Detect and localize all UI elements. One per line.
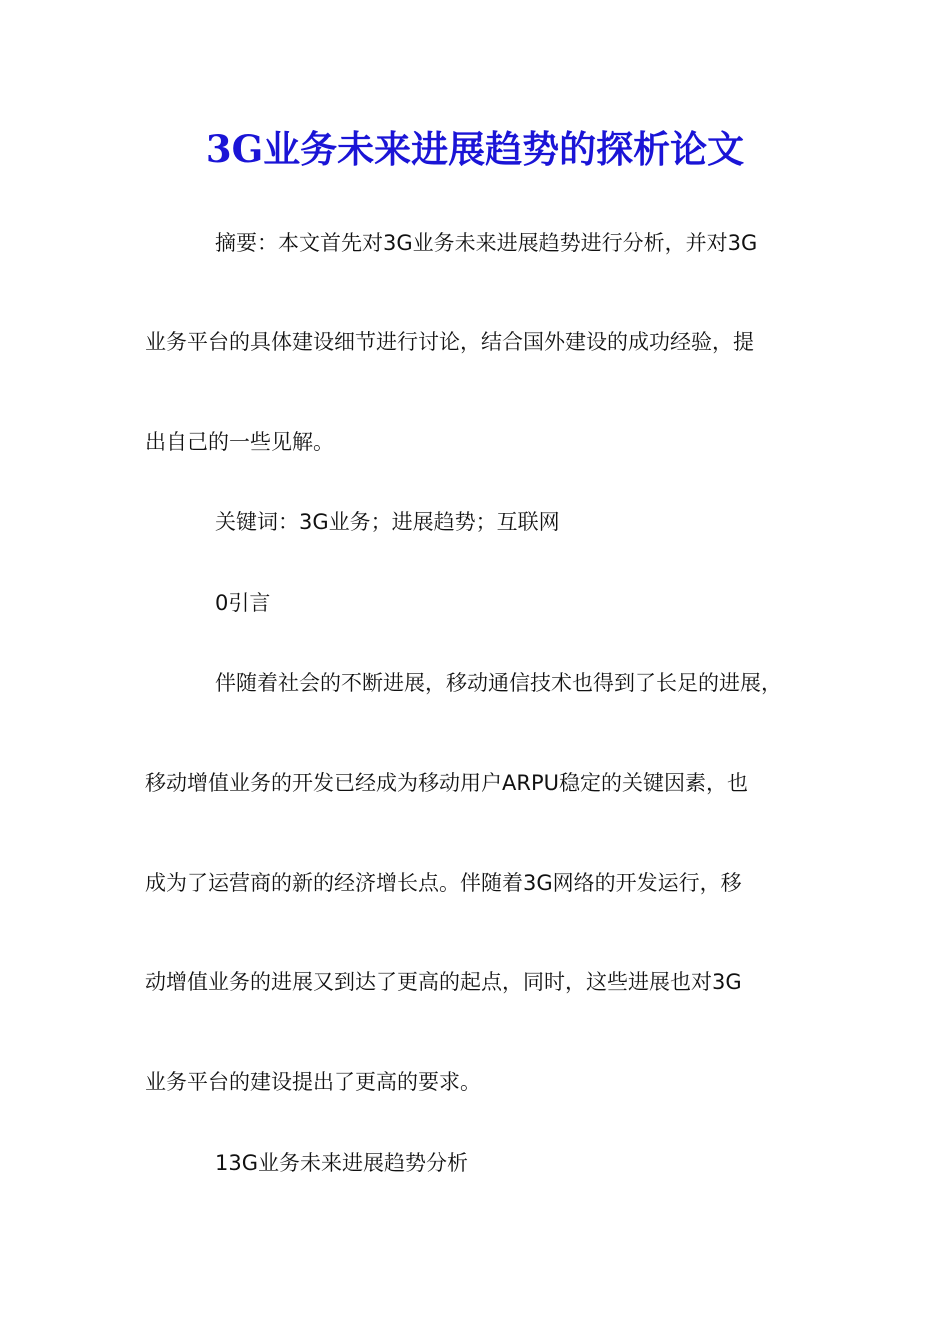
keywords-line: 关键词：3G业务；进展趋势；互联网 bbox=[215, 510, 560, 534]
intro-line-2: 移动增值业务的开发已经成为移动用户ARPU稳定的关键因素，也 bbox=[145, 771, 748, 795]
intro-line-1: 伴随着社会的不断进展，移动通信技术也得到了长足的进展， bbox=[215, 671, 782, 695]
abstract-line-2: 业务平台的具体建设细节进行讨论，结合国外建设的成功经验，提 bbox=[145, 330, 754, 354]
section-heading-1: 13G业务未来进展趋势分析 bbox=[215, 1151, 468, 1175]
intro-line-5: 业务平台的建设提出了更高的要求。 bbox=[145, 1070, 481, 1094]
abstract-line-1: 摘要：本文首先对3G业务未来进展趋势进行分析，并对3G bbox=[215, 231, 758, 255]
intro-line-4: 动增值业务的进展又到达了更高的起点，同时，这些进展也对3G bbox=[145, 970, 742, 994]
document-title: 3G业务未来进展趋势的探析论文 bbox=[205, 127, 745, 171]
intro-line-3: 成为了运营商的新的经济增长点。伴随着3G网络的开发运行，移 bbox=[145, 871, 742, 895]
abstract-line-3: 出自己的一些见解。 bbox=[145, 430, 334, 454]
section-heading-intro: 0引言 bbox=[215, 591, 271, 615]
